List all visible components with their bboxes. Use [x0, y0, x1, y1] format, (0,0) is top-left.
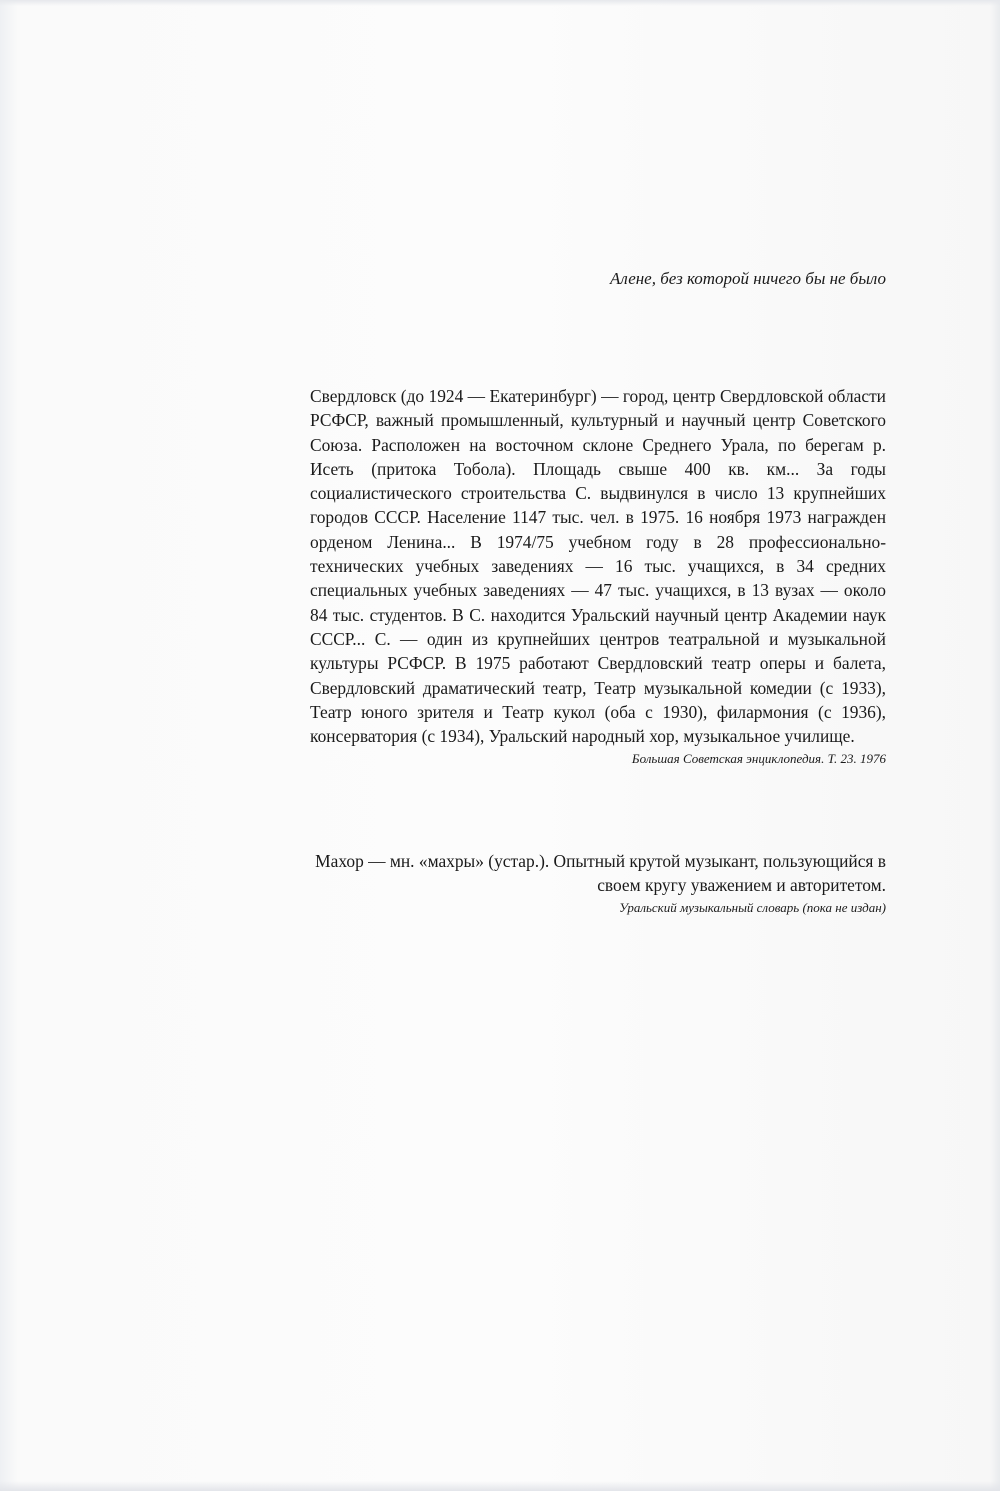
- epigraph-text: Свердловск (до 1924 — Екатеринбург) — город, центр Свердловской области РСФСР, важный промышленный, культурный и научный центр Советского Союза. Расположен на восточном склоне Среднего Урала, по берегам р. Исеть (притока Тобола). Площадь свыше 400 кв. км... За годы социалистического строительства С. выдвинулся в число 13 крупнейших городов СССР. Население 1147 тыс. чел. в 1975. 16 ноября 1973 награжден орденом Ленина... В 1974/75 учебном году в 28 профессионально-технических учебных заведениях — 16 тыс. учащихся, в 34 средних специальных учебных заведениях — 47 тыс. учащихся, в 13 вузах — около 84 тыс. студентов. В С. находится Уральский научный центр Академии наук СССР... С. — один из крупнейших центров театральной и музыкальной культуры РСФСР. В 1975 работают Свердловский театр оперы и балета, Свердловский драматический театр, Театр музыкальной комедии (с 1933), Театр юного зрителя и Театр кукол (оба с 1930), филармония (с 1936), консерватория (с 1934), Уральский народный хор, музыкальное училище.: [310, 386, 886, 747]
- epigraph-encyclopedia: [310, 384, 886, 768]
- epigraph-source: Большая Советская энциклопедия. Т. 23. 1976: [631, 751, 886, 767]
- epigraph-source: Уральский музыкальный словарь (пока не издан): [619, 899, 886, 915]
- page-top-edge: [0, 0, 1000, 6]
- epigraph-dictionary: [310, 849, 886, 917]
- epigraph-text: Махор — мн. «махры» (устар.). Опытный крутой музыкант, пользующийся в своем кругу уважением и авторитетом.: [315, 851, 886, 896]
- page-bottom-edge: [0, 1481, 1000, 1491]
- dedication: Алене, без которой ничего бы не было: [609, 269, 886, 288]
